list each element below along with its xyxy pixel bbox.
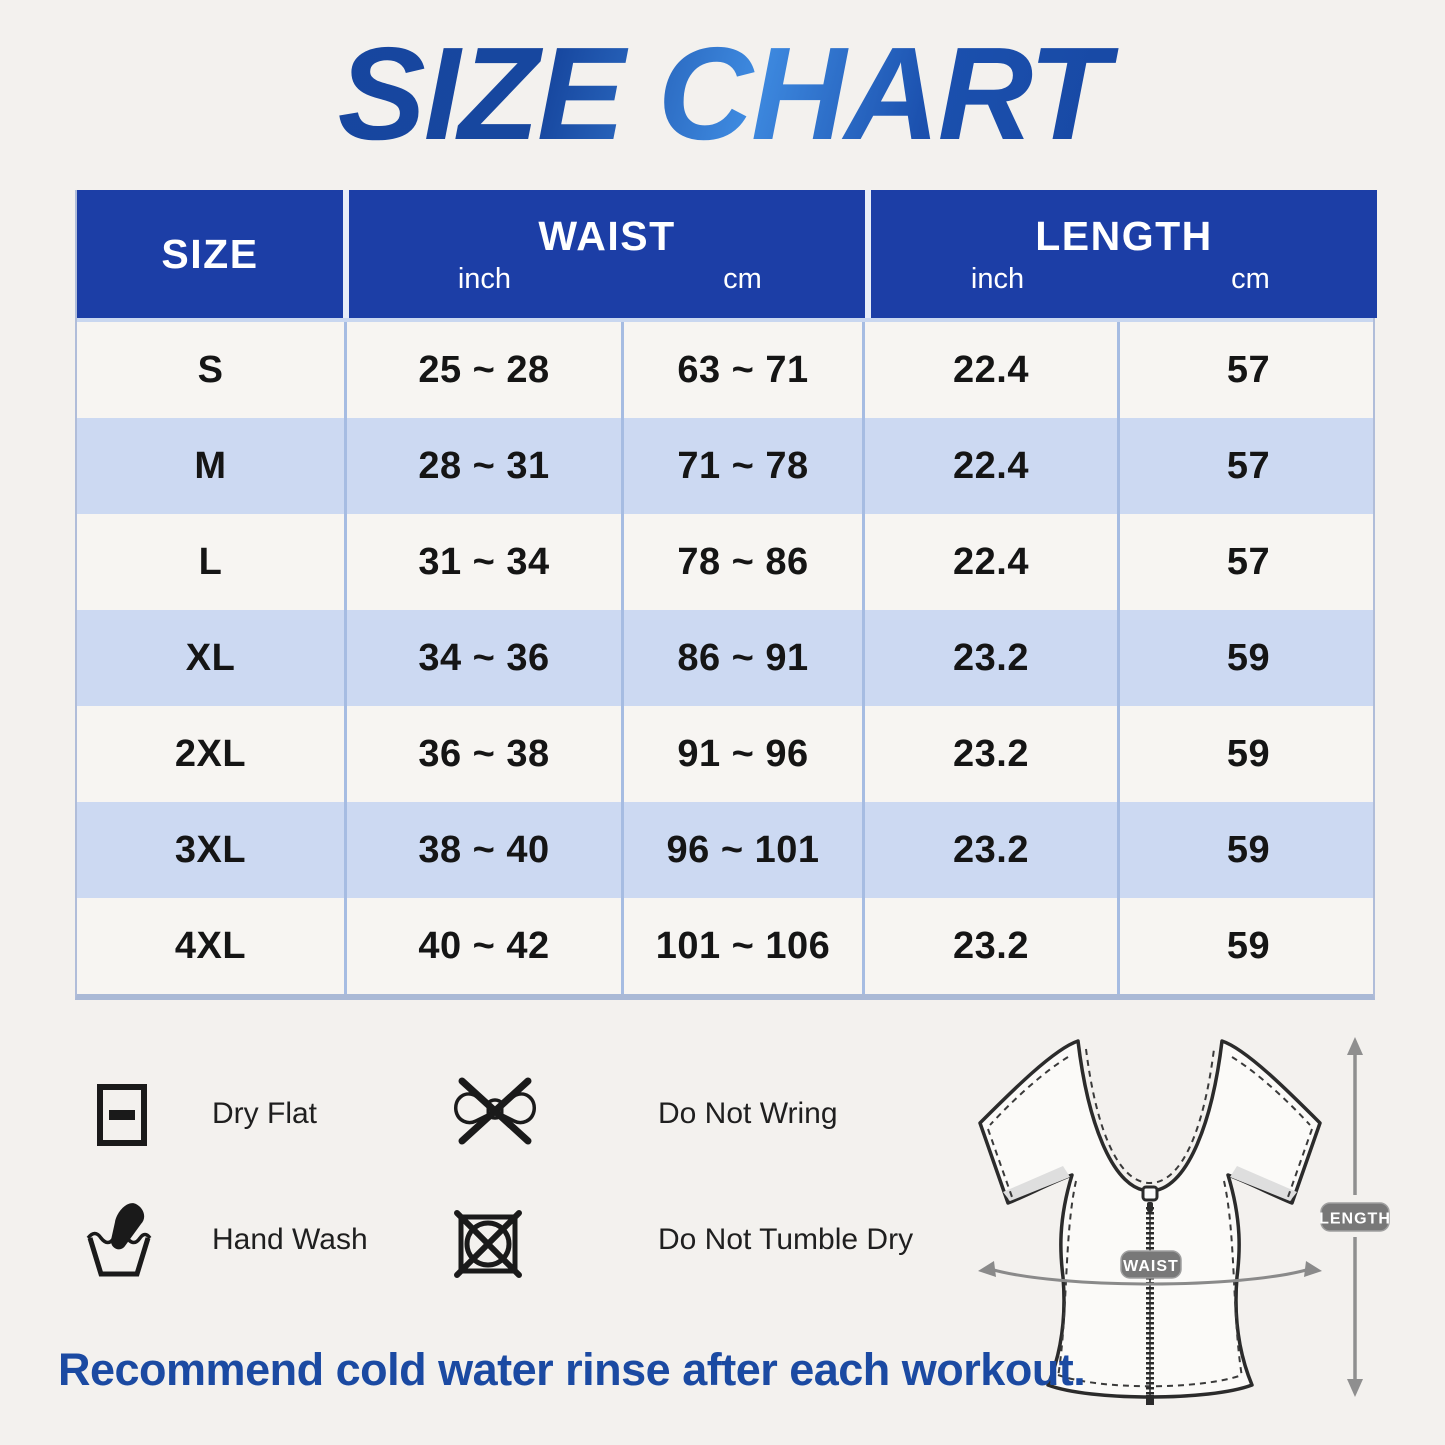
do-not-tumble-dry-label: Do Not Tumble Dry <box>658 1223 914 1256</box>
header-waist-label: WAIST <box>538 212 676 259</box>
header-length <box>871 190 1377 318</box>
length-cm-cell: 57 <box>1226 444 1271 487</box>
header-length-inch: inch <box>970 262 1025 295</box>
waist-inch-cell: 34 ~ 36 <box>347 610 624 706</box>
waist-cm-cell: 101 ~ 106 <box>624 898 865 994</box>
table-row <box>77 418 1373 514</box>
length-cm-cell: 59 <box>1226 636 1271 679</box>
table-row <box>77 322 1373 418</box>
size-cell: 2XL <box>77 706 347 802</box>
table-row <box>77 802 1373 898</box>
care-note: Recommend cold water rinse after each workout. <box>58 1344 1086 1395</box>
length-inch-cell: 22.4 <box>865 322 1120 418</box>
hand-wash-label: Hand Wash <box>212 1223 368 1256</box>
hand-wash-icon <box>86 1198 152 1280</box>
waist-cm-cell: 78 ~ 86 <box>624 514 865 610</box>
header-length-cm: cm <box>1231 262 1270 295</box>
table-row <box>77 610 1373 706</box>
header-size <box>77 190 343 318</box>
header-length-label: LENGTH <box>1035 212 1213 259</box>
waist-cm-cell: 91 ~ 96 <box>624 706 865 802</box>
header-waist <box>349 190 865 318</box>
length-cm-cell: 57 <box>1226 348 1271 391</box>
waist-cm-cell: 86 ~ 91 <box>624 610 865 706</box>
length-inch-cell: 22.4 <box>865 514 1120 610</box>
do-not-wring-label: Do Not Wring <box>658 1097 838 1130</box>
waist-inch-cell: 28 ~ 31 <box>347 418 624 514</box>
waist-inch-cell: 36 ~ 38 <box>347 706 624 802</box>
waist-badge <box>1121 1251 1181 1278</box>
header-waist-inch: inch <box>457 262 512 295</box>
size-cell: M <box>77 418 347 514</box>
size-cell: 4XL <box>77 898 347 994</box>
waist-inch-cell: 38 ~ 40 <box>347 802 624 898</box>
length-cm-cell: 57 <box>1226 540 1271 583</box>
do-not-wring-icon <box>448 1075 540 1147</box>
size-chart-table <box>75 190 1375 1000</box>
size-cell: S <box>77 322 347 418</box>
zipper-slider <box>1143 1187 1157 1200</box>
table-row <box>77 706 1373 802</box>
page-title: SIZE CHART <box>0 18 1445 169</box>
size-cell: 3XL <box>77 802 347 898</box>
header-waist-cm: cm <box>723 262 762 295</box>
dry-flat-label: Dry Flat <box>212 1097 317 1130</box>
length-inch-cell: 22.4 <box>865 418 1120 514</box>
zipper-pull <box>1147 1202 1153 1212</box>
length-inch-cell: 23.2 <box>865 706 1120 802</box>
length-cm-cell: 59 <box>1226 732 1271 775</box>
waist-cm-cell: 71 ~ 78 <box>624 418 865 514</box>
waist-inch-cell: 31 ~ 34 <box>347 514 624 610</box>
waist-cm-cell: 96 ~ 101 <box>624 802 865 898</box>
length-inch-cell: 23.2 <box>865 802 1120 898</box>
table-header-row <box>77 190 1373 318</box>
table-body <box>77 318 1373 994</box>
length-cm-cell: 59 <box>1226 924 1271 967</box>
waist-inch-cell: 40 ~ 42 <box>347 898 624 994</box>
waist-cm-cell: 63 ~ 71 <box>624 322 865 418</box>
table-row <box>77 514 1373 610</box>
waist-inch-cell: 25 ~ 28 <box>347 322 624 418</box>
length-cm-cell: 59 <box>1226 828 1271 871</box>
do-not-tumble-dry-icon <box>452 1206 524 1282</box>
svg-text:WAIST: WAIST <box>1123 1258 1179 1275</box>
length-inch-cell: 23.2 <box>865 610 1120 706</box>
svg-text:LENGTH: LENGTH <box>1319 1210 1391 1228</box>
header-size-label: SIZE <box>161 230 259 277</box>
length-inch-cell: 23.2 <box>865 898 1120 994</box>
dry-flat-icon <box>96 1083 148 1147</box>
length-badge <box>1319 1203 1391 1231</box>
size-cell: L <box>77 514 347 610</box>
size-cell: XL <box>77 610 347 706</box>
table-row <box>77 898 1373 994</box>
